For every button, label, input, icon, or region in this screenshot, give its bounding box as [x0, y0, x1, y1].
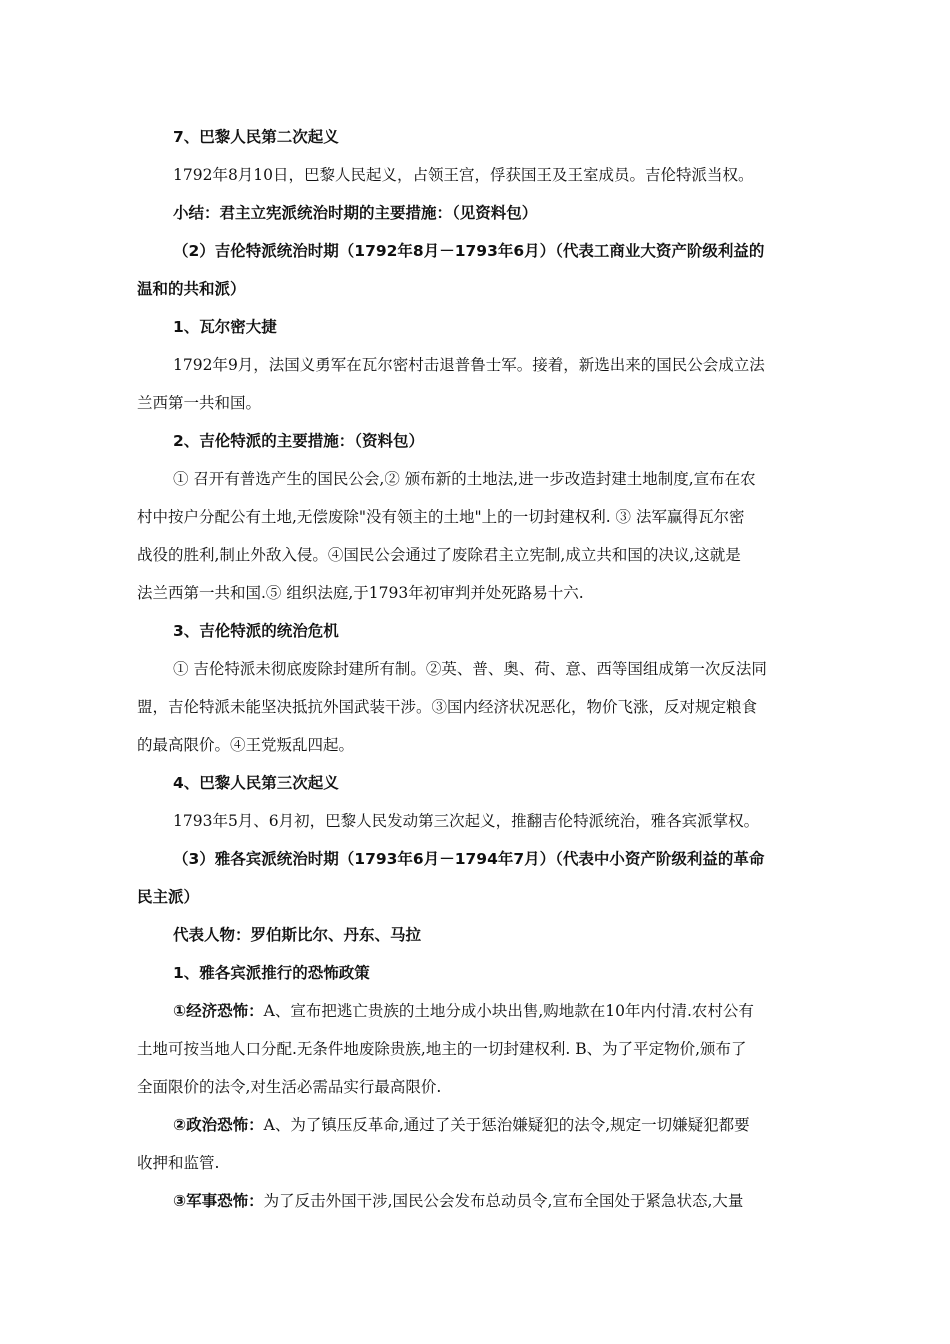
- terror-policy-text: 为了反击外国干涉,国民公会发布总动员令,宣布全国处于紧急状态,大量: [263, 1192, 744, 1210]
- terror-policy-label: ③军事恐怖：: [173, 1192, 264, 1210]
- paragraph-line: 收押和监管.: [137, 1154, 220, 1172]
- paragraph-line: 的最高限价。④王党叛乱四起。: [137, 736, 355, 754]
- paragraph-line: 1793年5月、6月初，巴黎人民发动第三次起义，推翻吉伦特派统治，雅各宾派掌权。: [173, 812, 760, 830]
- heading-line: 温和的共和派）: [137, 280, 246, 298]
- terror-policy-item: [137, 992, 817, 1030]
- paragraph-line: ① 召开有普选产生的国民公会,② 颁布新的土地法,进一步改造封建土地制度,宣布在农: [173, 470, 756, 488]
- heading-line: （3）雅各宾派统治时期（1793年6月－1794年7月）（代表中小资产阶级利益的革命: [173, 850, 765, 868]
- heading-line: 代表人物：罗伯斯比尔、丹东、马拉: [173, 926, 422, 944]
- terror-policy-item: [137, 1182, 817, 1220]
- paragraph-line: 全面限价的法令,对生活必需品实行最高限价.: [137, 1078, 442, 1096]
- terror-policy-text: A、宣布把逃亡贵族的土地分成小块出售,购地款在10年内付清.农村公有: [263, 1002, 754, 1020]
- paragraph-line: ① 吉伦特派未彻底废除封建所有制。②英、普、奥、荷、意、西等国组成第一次反法同: [173, 660, 767, 678]
- paragraph-line: 1792年8月10日，巴黎人民起义，占领王宫，俘获国王及王室成员。吉伦特派当权。: [173, 166, 754, 184]
- heading-line: 2、吉伦特派的主要措施：（资料包）: [173, 432, 425, 450]
- heading-line: 4、巴黎人民第三次起义: [173, 774, 339, 792]
- heading-line: 小结：君主立宪派统治时期的主要措施：（见资料包）: [173, 204, 538, 222]
- heading-line: （2）吉伦特派统治时期（1792年8月－1793年6月）（代表工商业大资产阶级利益的: [173, 242, 765, 260]
- document-body: [137, 118, 817, 1220]
- paragraph-line: 法兰西第一共和国.⑤ 组织法庭,于1793年初审判并处死路易十六.: [137, 584, 584, 602]
- paragraph-line: 1792年9月，法国义勇军在瓦尔密村击退普鲁士军。接着，新选出来的国民公会成立法: [173, 356, 765, 374]
- heading-line: 3、吉伦特派的统治危机: [173, 622, 339, 640]
- paragraph-line: 村中按户分配公有土地,无偿废除"没有领主的土地"上的一切封建权利. ③ 法军赢得瓦尔密: [137, 508, 745, 526]
- heading-line: 7、巴黎人民第二次起义: [173, 128, 339, 146]
- heading-line: 1、瓦尔密大捷: [173, 318, 277, 336]
- paragraph-line: 战役的胜利,制止外敌入侵。④国民公会通过了废除君主立宪制,成立共和国的决议,这就是: [137, 546, 741, 564]
- paragraph-line: 兰西第一共和国。: [137, 394, 262, 412]
- terror-policy-text: A、为了镇压反革命,通过了关于惩治嫌疑犯的法令,规定一切嫌疑犯都要: [263, 1116, 750, 1134]
- heading-line: 1、雅各宾派推行的恐怖政策: [173, 964, 370, 982]
- terror-policy-item: [137, 1106, 817, 1144]
- terror-policy-label: ②政治恐怖：: [173, 1116, 264, 1134]
- terror-policy-label: ①经济恐怖：: [173, 1002, 264, 1020]
- paragraph-line: 土地可按当地人口分配.无条件地废除贵族,地主的一切封建权利. B、为了平定物价,颁布了: [137, 1040, 747, 1058]
- paragraph-line: 盟，吉伦特派未能坚决抵抗外国武装干涉。③国内经济状况恶化，物价飞涨，反对规定粮食: [137, 698, 758, 716]
- heading-line: 民主派）: [137, 888, 200, 906]
